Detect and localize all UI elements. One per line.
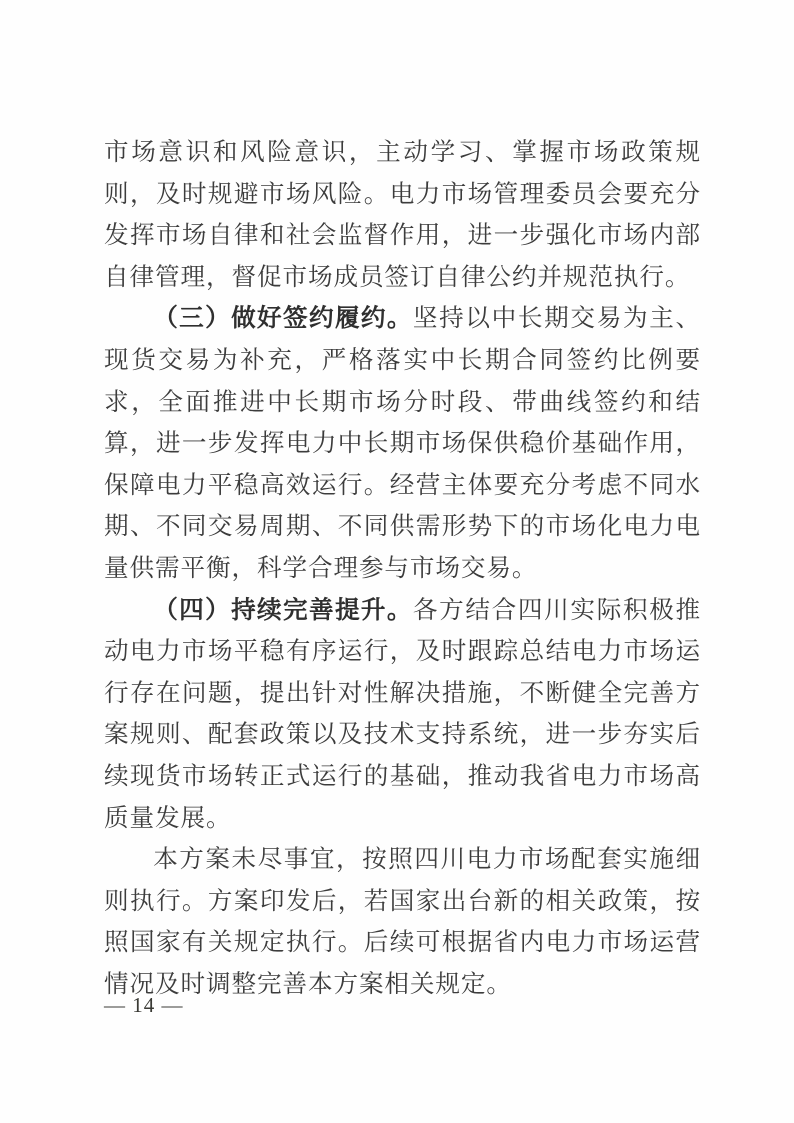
- paragraph-section-four: [104, 590, 701, 840]
- page-number: — 14 —: [104, 993, 184, 1017]
- paragraph-section-three: [104, 298, 701, 589]
- page-footer: [104, 990, 701, 1020]
- paragraph-text: 坚持以中长期交易为主、现货交易为补充，严格落实中长期合同签约比例要求，全面推进中长期市场分时段、带曲线签约和结算，进一步发挥电力中长期市场保供稳价基础作用，保障电力平稳高效运行。经营主体要充分考虑不同水期、不同交易周期、不同供需形势下的市场化电力电量供需平衡，科学合理参与市场交易。: [104, 305, 701, 582]
- document-body: [104, 132, 701, 1005]
- paragraph-continued-risk-awareness: [104, 132, 701, 298]
- paragraph-text: 本方案未尽事宜，按照四川电力市场配套实施细则执行。方案印发后，若国家出台新的相关政策，按照国家有关规定执行。后续可根据省内电力市场运营情况及时调整完善本方案相关规定。: [104, 846, 701, 998]
- paragraph-text: 市场意识和风险意识，主动学习、掌握市场政策规则，及时规避市场风险。电力市场管理委员会要充分发挥市场自律和社会监督作用，进一步强化市场内部自律管理，督促市场成员签订自律公约并规范执行。: [104, 139, 701, 291]
- paragraph-text: 各方结合四川实际积极推动电力市场平稳有序运行，及时跟踪总结电力市场运行存在问题，提出针对性解决措施，不断健全完善方案规则、配套政策以及技术支持系统，进一步夯实后续现货市场转正式运行的基础，推动我省电力市场高质量发展。: [104, 596, 701, 832]
- section-heading-three: （三）做好签约履约。: [153, 305, 413, 333]
- paragraph-closing: [104, 839, 701, 1005]
- section-heading-four: （四）持续完善提升。: [153, 596, 413, 624]
